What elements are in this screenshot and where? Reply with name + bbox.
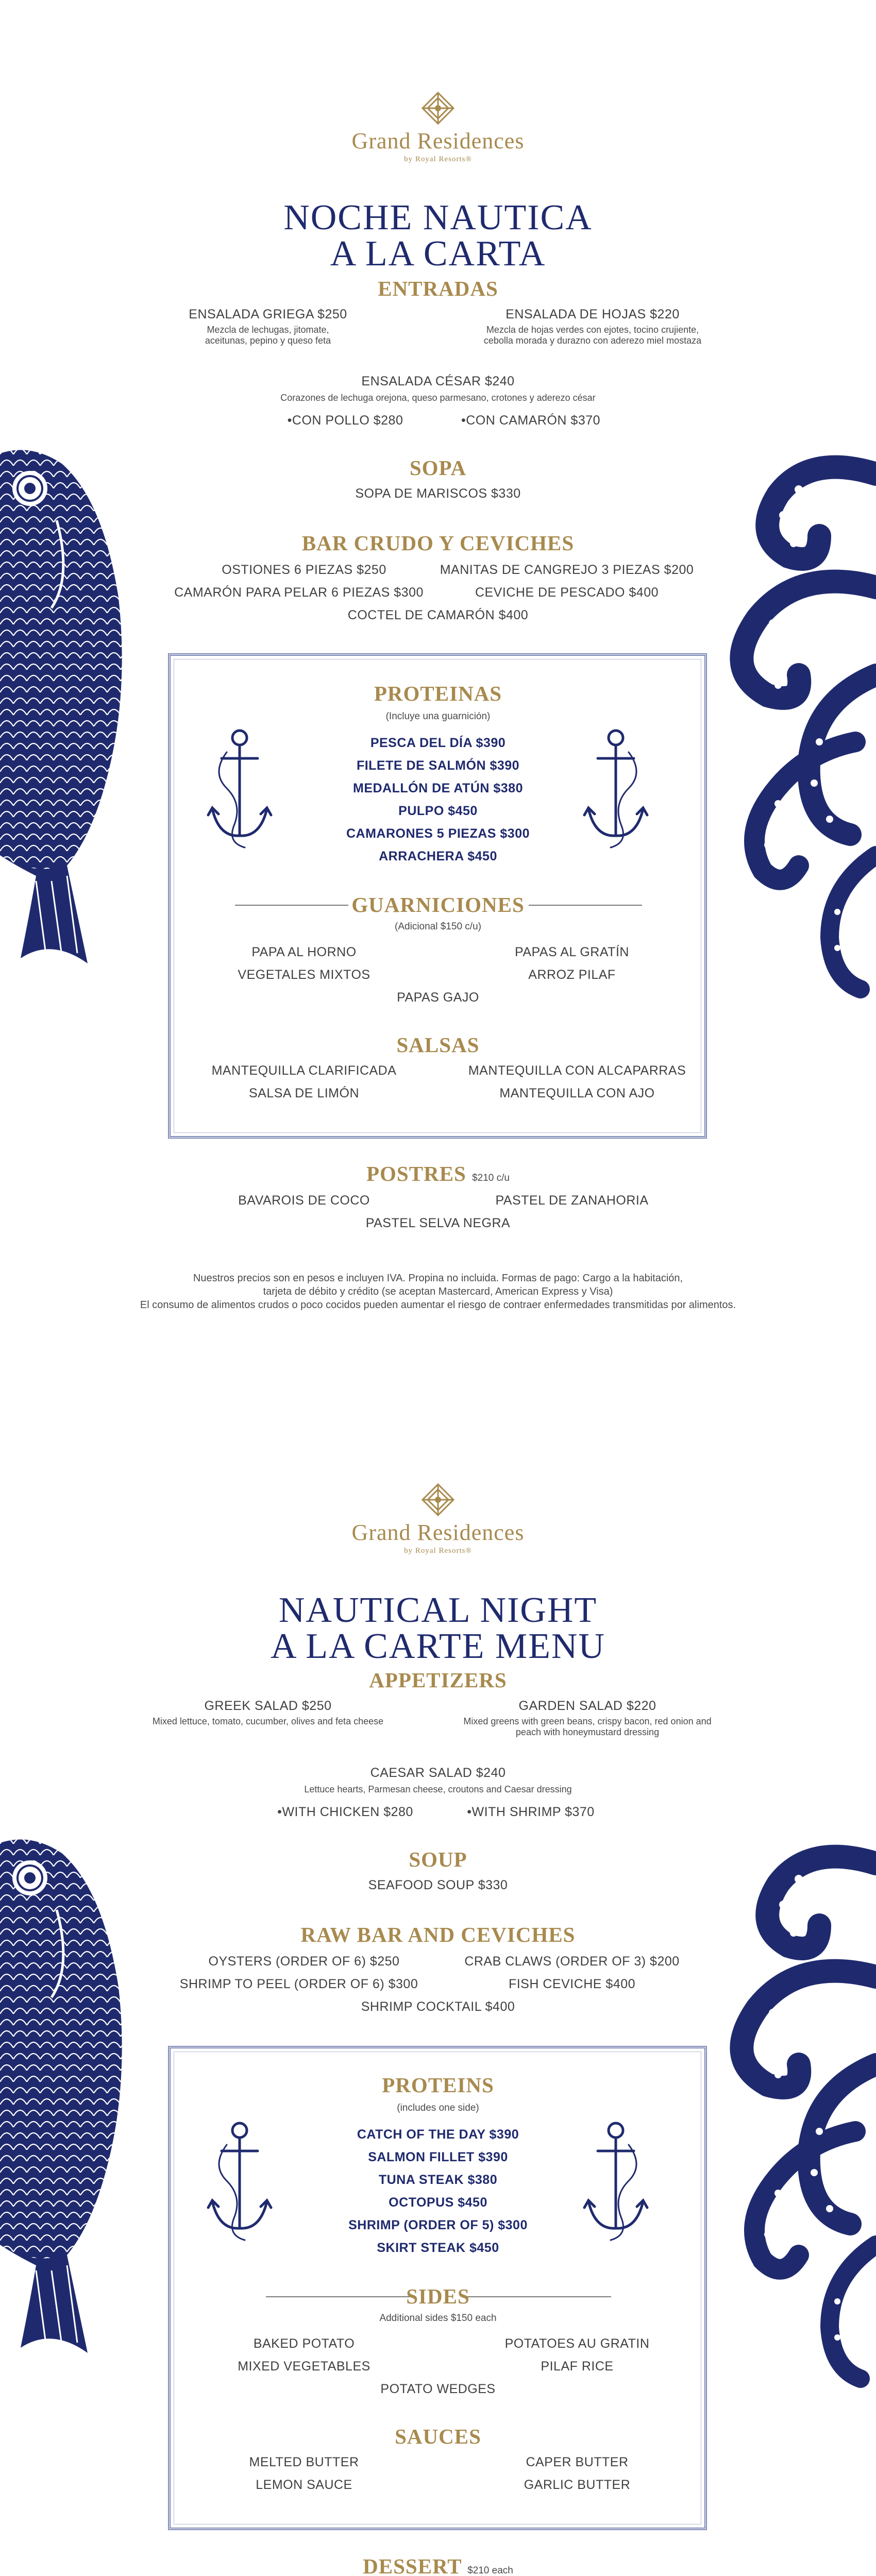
menu-item: •WITH SHRIMP $370 bbox=[467, 1805, 595, 1819]
brand-emblem-icon bbox=[420, 91, 456, 126]
brand-subtitle: by Royal Resorts® bbox=[404, 155, 472, 163]
item-description: Lettuce hearts, Parmesan cheese, croutons and Caesar dressing bbox=[304, 1784, 572, 1794]
brand-logo bbox=[0, 1482, 876, 1555]
fish-illustration bbox=[0, 1833, 149, 2358]
menu-item: ENSALADA CÉSAR $240 bbox=[361, 374, 515, 388]
section-note: Additional sides $150 each bbox=[379, 2313, 497, 2324]
menu-item: POTATO WEDGES bbox=[380, 2382, 496, 2396]
anchor-icon bbox=[582, 726, 649, 850]
item-description: Mezcla de lechugas, jitomate, bbox=[207, 325, 329, 335]
menu-item: GARDEN SALAD $220 bbox=[518, 1699, 656, 1713]
menu-item: SOPA DE MARISCOS $330 bbox=[355, 486, 521, 501]
section-price: $210 c/u bbox=[472, 1173, 510, 1183]
octopus-illustration bbox=[644, 1822, 876, 2389]
section-heading-proteinas: PROTEINAS bbox=[374, 682, 502, 705]
protein-item: TUNA STEAK $380 bbox=[378, 2173, 498, 2187]
menu-item: SHRIMP TO PEEL (ORDER OF 6) $300 bbox=[179, 1977, 418, 1991]
menu-item: MIXED VEGETABLES bbox=[238, 2359, 370, 2374]
protein-item: CATCH OF THE DAY $390 bbox=[357, 2127, 519, 2142]
menu-item: GREEK SALAD $250 bbox=[204, 1699, 332, 1713]
menu-item: LEMON SAUCE bbox=[256, 2478, 352, 2492]
menu-item: OYSTERS (ORDER OF 6) $250 bbox=[208, 1954, 400, 1969]
section-heading-entradas: ENTRADAS bbox=[378, 277, 498, 300]
menu-item: PAPA AL HORNO bbox=[251, 945, 357, 959]
menu-item: OSTIONES 6 PIEZAS $250 bbox=[222, 563, 386, 577]
menu-item: CEVICHE DE PESCADO $400 bbox=[475, 585, 659, 600]
protein-item: SALMON FILLET $390 bbox=[368, 2150, 508, 2164]
menu-item: MANTEQUILLA CON AJO bbox=[499, 1086, 655, 1100]
menu-item: BAKED POTATO bbox=[253, 2336, 355, 2351]
section-heading-soup: SOUP bbox=[409, 1848, 467, 1871]
footer-line: tarjeta de débito y crédito (se aceptan Mastercard, American Express y Visa) bbox=[263, 1286, 613, 1297]
section-title: DESSERT bbox=[363, 2554, 462, 2576]
menu-item: PASTEL SELVA NEGRA bbox=[365, 1216, 511, 1230]
protein-item: OCTOPUS $450 bbox=[389, 2195, 487, 2210]
menu-title-line1: NAUTICAL NIGHT bbox=[278, 1590, 598, 1630]
section-heading-sopa: SOPA bbox=[409, 456, 467, 480]
brand-emblem-icon bbox=[420, 1482, 456, 1517]
protein-item: SHRIMP (ORDER OF 5) $300 bbox=[348, 2218, 528, 2232]
menu-title-line2: A LA CARTE MENU bbox=[271, 1626, 605, 1666]
brand-logo bbox=[0, 91, 876, 164]
protein-item: PULPO $450 bbox=[398, 804, 478, 818]
menu-item: BAVAROIS DE COCO bbox=[238, 1193, 370, 1208]
menu-item: PAPAS GAJO bbox=[397, 990, 479, 1005]
octopus-illustration bbox=[644, 433, 876, 999]
menu-item: PILAF RICE bbox=[541, 2359, 614, 2374]
menu-item: PAPAS AL GRATÍN bbox=[515, 945, 629, 959]
anchor-icon bbox=[206, 726, 273, 850]
menu-item: COCTEL DE CAMARÓN $400 bbox=[347, 608, 529, 622]
anchor-icon bbox=[206, 2119, 273, 2243]
footer-note bbox=[0, 1272, 876, 1312]
section-note: (Adicional $150 c/u) bbox=[395, 921, 481, 932]
section-heading-sides: SIDES bbox=[406, 2284, 470, 2308]
menu-item: SEAFOOD SOUP $330 bbox=[368, 1878, 508, 1892]
protein-item: MEDALLÓN DE ATÚN $380 bbox=[353, 781, 523, 795]
section-heading-dessert bbox=[0, 2554, 876, 2576]
item-description: Mixed greens with green beans, crispy bacon, red onion and bbox=[463, 1716, 712, 1726]
menu-item: •WITH CHICKEN $280 bbox=[277, 1805, 413, 1819]
menu-item: SALSA DE LIMÓN bbox=[248, 1086, 360, 1100]
menu-item: MANTEQUILLA CON ALCAPARRAS bbox=[468, 1063, 686, 1078]
protein-item: CAMARONES 5 PIEZAS $300 bbox=[346, 826, 530, 841]
menu-item: MANITAS DE CANGREJO 3 PIEZAS $200 bbox=[440, 563, 694, 577]
section-note: (includes one side) bbox=[397, 2103, 479, 2113]
menu-item: CAESAR SALAD $240 bbox=[370, 1766, 506, 1780]
menu-item: ARROZ PILAF bbox=[528, 968, 616, 982]
menu-item: CAMARÓN PARA PELAR 6 PIEZAS $300 bbox=[174, 585, 424, 600]
menu-item: MELTED BUTTER bbox=[249, 2455, 359, 2469]
section-heading-raw-bar: RAW BAR AND CEVICHES bbox=[300, 1923, 576, 1946]
menu-item: SHRIMP COCKTAIL $400 bbox=[361, 1999, 515, 2014]
menu-page-english bbox=[0, 1379, 876, 2576]
menu-item: PASTEL DE ZANAHORIA bbox=[495, 1193, 649, 1208]
brand-name: Grand Residences bbox=[351, 1520, 525, 1545]
menu-item: CRAB CLAWS (ORDER OF 3) $200 bbox=[464, 1954, 680, 1969]
section-note: (Incluye una guarnición) bbox=[385, 711, 491, 722]
section-heading-guarniciones: GUARNICIONES bbox=[351, 893, 525, 917]
footer-line: Nuestros precios son en pesos e incluyen IVA. Propina no incluida. Formas de pago: Cargo a la habitación, bbox=[193, 1273, 683, 1284]
section-heading-appetizers: APPETIZERS bbox=[369, 1668, 507, 1692]
section-title: POSTRES bbox=[366, 1162, 466, 1185]
menu-item: •CON POLLO $280 bbox=[287, 413, 403, 428]
protein-item: PESCA DEL DÍA $390 bbox=[370, 736, 506, 750]
section-heading-sauces: SAUCES bbox=[395, 2425, 481, 2448]
menu-item: MANTEQUILLA CLARIFICADA bbox=[211, 1063, 397, 1078]
section-heading-proteins: PROTEINS bbox=[382, 2073, 494, 2097]
item-description: aceitunas, pepino y queso feta bbox=[205, 335, 331, 346]
menu-title-line2: A LA CARTA bbox=[330, 234, 546, 274]
section-heading-salsas: SALSAS bbox=[396, 1033, 480, 1057]
protein-item: SKIRT STEAK $450 bbox=[377, 2241, 499, 2255]
protein-item: ARRACHERA $450 bbox=[379, 849, 497, 863]
menu-item: VEGETALES MIXTOS bbox=[238, 968, 370, 982]
menu-item: ENSALADA DE HOJAS $220 bbox=[506, 307, 680, 321]
footer-line: El consumo de alimentos crudos o poco cocidos pueden aumentar el riesgo de contraer enfermedades transmitidas por alimentos. bbox=[140, 1299, 736, 1311]
menu-item: GARLIC BUTTER bbox=[524, 2478, 631, 2492]
item-description: peach with honeymustard dressing bbox=[515, 1727, 660, 1737]
menu-item: CAPER BUTTER bbox=[526, 2455, 629, 2469]
menu-item: ENSALADA GRIEGA $250 bbox=[189, 307, 347, 321]
item-description: Mezcla de hojas verdes con ejotes, tocino crujiente, bbox=[486, 325, 699, 335]
brand-name: Grand Residences bbox=[351, 128, 525, 154]
anchor-icon bbox=[582, 2119, 649, 2243]
section-heading-postres bbox=[0, 1161, 876, 1186]
menu-item: •CON CAMARÓN $370 bbox=[461, 413, 601, 428]
brand-subtitle: by Royal Resorts® bbox=[404, 1547, 472, 1555]
menu-item: FISH CEVICHE $400 bbox=[508, 1977, 636, 1991]
protein-item: FILETE DE SALMÓN $390 bbox=[356, 758, 520, 773]
item-description: cebolla morada y durazno con aderezo miel mostaza bbox=[483, 335, 702, 346]
menu-item: POTATOES AU GRATIN bbox=[504, 2336, 650, 2351]
section-heading-bar-crudo: BAR CRUDO Y CEVICHES bbox=[301, 531, 575, 555]
menu-title-line1: NOCHE NAUTICA bbox=[283, 198, 593, 238]
item-description: Corazones de lechuga orejona, queso parmesano, crotones y aderezo césar bbox=[280, 393, 596, 403]
item-description: Mixed lettuce, tomato, cucumber, olives and feta cheese bbox=[152, 1716, 384, 1726]
fish-illustration bbox=[0, 443, 149, 969]
section-price: $210 each bbox=[467, 2565, 513, 2576]
